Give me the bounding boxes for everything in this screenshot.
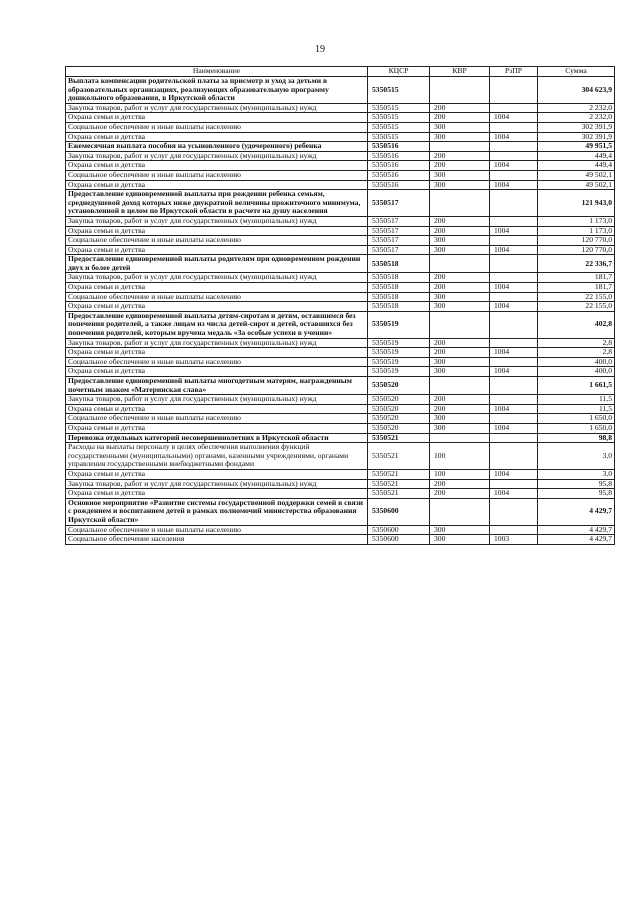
cell-kcsr: 5350516 — [368, 142, 430, 152]
cell-rzpr: 1004 — [490, 348, 538, 358]
cell-sum: 402,8 — [538, 311, 615, 338]
cell-name: Расходы на выплаты персоналу в целях обеспечения выполнения функций государственными (муниципальными) органами, казенными учреждениями, органами управления государственными внебюджетными фондами — [66, 443, 368, 470]
cell-kcsr: 5350515 — [368, 77, 430, 104]
cell-kcsr: 5350520 — [368, 395, 430, 405]
cell-sum: 49 502,1 — [538, 180, 615, 190]
cell-kcsr: 5350521 — [368, 443, 430, 470]
cell-sum: 22 155,0 — [538, 292, 615, 302]
cell-kcsr: 5350520 — [368, 404, 430, 414]
cell-kcsr: 5350521 — [368, 433, 430, 443]
cell-sum: 4 429,7 — [538, 525, 615, 535]
cell-sum: 400,0 — [538, 367, 615, 377]
cell-kvr: 300 — [430, 236, 490, 246]
cell-rzpr — [490, 395, 538, 405]
cell-rzpr: 1004 — [490, 423, 538, 433]
cell-name: Охрана семьи и детства — [66, 113, 368, 123]
cell-rzpr: 1004 — [490, 469, 538, 479]
cell-sum: 95,8 — [538, 489, 615, 499]
table-body — [66, 77, 615, 545]
cell-name: Социальное обеспечение и иные выплаты населению — [66, 292, 368, 302]
table-row — [66, 142, 615, 152]
table-row — [66, 414, 615, 424]
cell-kcsr: 5350520 — [368, 423, 430, 433]
cell-kcsr: 5350516 — [368, 170, 430, 180]
budget-table — [65, 66, 615, 545]
cell-kvr: 200 — [430, 395, 490, 405]
header-kvr: КВР — [430, 67, 490, 77]
cell-name: Основное мероприятие «Развитие системы государственной поддержки семей в связи с рождением и воспитанием детей в рамках полномочий министерства образования Иркутской области» — [66, 498, 368, 525]
cell-sum: 449,4 — [538, 161, 615, 171]
cell-name: Выплата компенсации родительской платы за присмотр и уход за детьми в образовательных организациях, реализующих образовательную программу дошкольного образования, в Иркутской области — [66, 77, 368, 104]
cell-kcsr: 5350515 — [368, 122, 430, 132]
cell-sum: 95,8 — [538, 479, 615, 489]
cell-name: Закупка товаров, работ и услуг для государственных (муниципальных) нужд — [66, 216, 368, 226]
cell-kcsr: 5350520 — [368, 377, 430, 395]
table-row — [66, 443, 615, 470]
cell-kvr: 300 — [430, 180, 490, 190]
cell-rzpr: 1004 — [490, 404, 538, 414]
table-row — [66, 170, 615, 180]
cell-kcsr: 5350515 — [368, 132, 430, 142]
cell-sum: 120 770,0 — [538, 236, 615, 246]
cell-sum: 11,5 — [538, 404, 615, 414]
table-row — [66, 236, 615, 246]
cell-sum: 1 650,0 — [538, 423, 615, 433]
table-row — [66, 469, 615, 479]
table-row — [66, 103, 615, 113]
cell-sum: 2,8 — [538, 338, 615, 348]
cell-kcsr: 5350518 — [368, 292, 430, 302]
cell-rzpr: 1004 — [490, 132, 538, 142]
cell-kvr: 200 — [430, 151, 490, 161]
cell-kcsr: 5350518 — [368, 283, 430, 293]
cell-rzpr — [490, 190, 538, 217]
cell-sum: 121 943,0 — [538, 190, 615, 217]
cell-rzpr — [490, 236, 538, 246]
cell-kvr: 300 — [430, 535, 490, 545]
cell-kvr: 300 — [430, 423, 490, 433]
cell-sum: 49 502,1 — [538, 170, 615, 180]
table-row — [66, 357, 615, 367]
cell-rzpr — [490, 338, 538, 348]
cell-sum: 11,5 — [538, 395, 615, 405]
cell-kvr: 300 — [430, 357, 490, 367]
cell-name: Охрана семьи и детства — [66, 489, 368, 499]
cell-sum: 98,8 — [538, 433, 615, 443]
cell-kvr: 100 — [430, 443, 490, 470]
cell-kcsr: 5350521 — [368, 469, 430, 479]
cell-name: Предоставление единовременной выплаты детям-сиротам и детям, оставшимся без попечения родителей, а также лицам из числа детей-сирот и детей, оставшихся без попечения родителей, которым вручена медаль «За особые успехи в учении» — [66, 311, 368, 338]
cell-rzpr — [490, 77, 538, 104]
table-row — [66, 423, 615, 433]
cell-kcsr: 5350600 — [368, 498, 430, 525]
cell-sum: 1 173,0 — [538, 216, 615, 226]
header-kcsr: КЦСР — [368, 67, 430, 77]
cell-kcsr: 5350519 — [368, 357, 430, 367]
cell-sum: 49 951,5 — [538, 142, 615, 152]
cell-rzpr: 1004 — [490, 113, 538, 123]
cell-kcsr: 5350516 — [368, 180, 430, 190]
cell-kvr: 300 — [430, 525, 490, 535]
cell-rzpr: 1004 — [490, 226, 538, 236]
cell-sum: 304 623,9 — [538, 77, 615, 104]
table-row — [66, 132, 615, 142]
table-row — [66, 113, 615, 123]
header-rzpr: РзПР — [490, 67, 538, 77]
cell-name: Предоставление единовременной выплаты при рождении ребенка семьям, среднедушевой доход которых ниже двукратной величины прожиточного минимума, установленной в целом по Иркутской области в расчете на душу населения — [66, 190, 368, 217]
cell-sum: 22 336,7 — [538, 255, 615, 273]
cell-kvr: 200 — [430, 273, 490, 283]
cell-name: Закупка товаров, работ и услуг для государственных (муниципальных) нужд — [66, 273, 368, 283]
cell-kvr: 200 — [430, 283, 490, 293]
cell-kvr: 300 — [430, 367, 490, 377]
cell-rzpr — [490, 377, 538, 395]
table-row — [66, 479, 615, 489]
cell-kcsr: 5350521 — [368, 489, 430, 499]
cell-kvr: 200 — [430, 216, 490, 226]
table-row — [66, 190, 615, 217]
cell-kvr: 300 — [430, 302, 490, 312]
cell-name: Охрана семьи и детства — [66, 367, 368, 377]
cell-sum: 120 770,0 — [538, 245, 615, 255]
cell-name: Охрана семьи и детства — [66, 283, 368, 293]
cell-kvr — [430, 142, 490, 152]
table-row — [66, 377, 615, 395]
cell-kcsr: 5350515 — [368, 113, 430, 123]
cell-name: Социальное обеспечение и иные выплаты населению — [66, 357, 368, 367]
cell-sum: 2 232,0 — [538, 113, 615, 123]
cell-rzpr — [490, 433, 538, 443]
cell-rzpr — [490, 216, 538, 226]
cell-kvr: 200 — [430, 404, 490, 414]
cell-kcsr: 5350519 — [368, 367, 430, 377]
cell-name: Социальное обеспечение и иные выплаты населению — [66, 414, 368, 424]
cell-rzpr — [490, 255, 538, 273]
cell-kcsr: 5350518 — [368, 255, 430, 273]
cell-rzpr — [490, 443, 538, 470]
cell-kvr — [430, 498, 490, 525]
cell-kcsr: 5350516 — [368, 161, 430, 171]
cell-kcsr: 5350517 — [368, 236, 430, 246]
table-row — [66, 489, 615, 499]
cell-kvr: 100 — [430, 469, 490, 479]
cell-kvr: 200 — [430, 161, 490, 171]
cell-kcsr: 5350519 — [368, 348, 430, 358]
table-row — [66, 180, 615, 190]
table-row — [66, 338, 615, 348]
cell-name: Социальное обеспечение и иные выплаты населению — [66, 525, 368, 535]
cell-sum: 302 391,9 — [538, 132, 615, 142]
cell-name: Закупка товаров, работ и услуг для государственных (муниципальных) нужд — [66, 103, 368, 113]
cell-sum: 4 429,7 — [538, 498, 615, 525]
cell-rzpr — [490, 498, 538, 525]
cell-kcsr: 5350519 — [368, 311, 430, 338]
cell-rzpr — [490, 122, 538, 132]
page-number: 19 — [315, 44, 325, 55]
cell-rzpr: 1004 — [490, 367, 538, 377]
cell-sum: 400,0 — [538, 357, 615, 367]
cell-kcsr: 5350517 — [368, 216, 430, 226]
table-row — [66, 245, 615, 255]
cell-kvr — [430, 377, 490, 395]
table-row — [66, 255, 615, 273]
cell-rzpr — [490, 414, 538, 424]
table-row — [66, 395, 615, 405]
cell-kvr: 300 — [430, 414, 490, 424]
cell-name: Социальное обеспечение и иные выплаты населению — [66, 236, 368, 246]
cell-rzpr — [490, 479, 538, 489]
table-row — [66, 151, 615, 161]
cell-kvr: 300 — [430, 170, 490, 180]
cell-rzpr: 1004 — [490, 283, 538, 293]
cell-name: Социальное обеспечение и иные выплаты населению — [66, 122, 368, 132]
cell-kvr: 200 — [430, 348, 490, 358]
cell-rzpr — [490, 357, 538, 367]
cell-name: Охрана семьи и детства — [66, 302, 368, 312]
cell-name: Закупка товаров, работ и услуг для государственных (муниципальных) нужд — [66, 151, 368, 161]
cell-rzpr — [490, 311, 538, 338]
cell-sum: 1 661,5 — [538, 377, 615, 395]
cell-kvr: 300 — [430, 292, 490, 302]
cell-kcsr: 5350600 — [368, 535, 430, 545]
cell-kvr — [430, 77, 490, 104]
cell-rzpr: 1004 — [490, 180, 538, 190]
table-row — [66, 122, 615, 132]
cell-rzpr: 1004 — [490, 161, 538, 171]
cell-kcsr: 5350517 — [368, 245, 430, 255]
table-header-row — [66, 67, 615, 77]
cell-rzpr: 1003 — [490, 535, 538, 545]
cell-sum: 302 391,9 — [538, 122, 615, 132]
cell-sum: 4 429,7 — [538, 535, 615, 545]
cell-sum: 22 155,0 — [538, 302, 615, 312]
table-row — [66, 216, 615, 226]
table-row — [66, 525, 615, 535]
cell-rzpr — [490, 170, 538, 180]
cell-kcsr: 5350517 — [368, 226, 430, 236]
table-row — [66, 367, 615, 377]
cell-sum: 181,7 — [538, 283, 615, 293]
cell-name: Закупка товаров, работ и услуг для государственных (муниципальных) нужд — [66, 338, 368, 348]
cell-name: Предоставление единовременной выплаты многодетным матерям, награжденным почетным знаком «Материнская слава» — [66, 377, 368, 395]
cell-sum: 181,7 — [538, 273, 615, 283]
cell-kcsr: 5350600 — [368, 525, 430, 535]
cell-kvr: 200 — [430, 479, 490, 489]
cell-kcsr: 5350515 — [368, 103, 430, 113]
cell-name: Охрана семьи и детства — [66, 423, 368, 433]
cell-kcsr: 5350516 — [368, 151, 430, 161]
cell-rzpr — [490, 151, 538, 161]
cell-kvr: 200 — [430, 338, 490, 348]
cell-name: Охрана семьи и детства — [66, 348, 368, 358]
cell-name: Охрана семьи и детства — [66, 132, 368, 142]
cell-name: Охрана семьи и детства — [66, 245, 368, 255]
cell-kvr: 300 — [430, 122, 490, 132]
cell-rzpr — [490, 525, 538, 535]
cell-sum: 2,8 — [538, 348, 615, 358]
cell-name: Предоставление единовременной выплаты родителям при одновременном рождении двух и более детей — [66, 255, 368, 273]
cell-rzpr — [490, 142, 538, 152]
cell-kvr: 200 — [430, 489, 490, 499]
cell-sum: 449,4 — [538, 151, 615, 161]
table-row — [66, 292, 615, 302]
cell-kcsr: 5350521 — [368, 479, 430, 489]
table-row — [66, 273, 615, 283]
table-row — [66, 283, 615, 293]
cell-kvr: 200 — [430, 226, 490, 236]
table-row — [66, 311, 615, 338]
table-row — [66, 302, 615, 312]
table-row — [66, 433, 615, 443]
cell-sum: 2 232,0 — [538, 103, 615, 113]
header-sum: Сумма — [538, 67, 615, 77]
cell-name: Социальное обеспечение и иные выплаты населению — [66, 170, 368, 180]
cell-rzpr — [490, 103, 538, 113]
cell-name: Охрана семьи и детства — [66, 404, 368, 414]
cell-kvr — [430, 311, 490, 338]
cell-kcsr: 5350518 — [368, 273, 430, 283]
cell-kvr: 200 — [430, 103, 490, 113]
table-row — [66, 226, 615, 236]
cell-name: Охрана семьи и детства — [66, 226, 368, 236]
cell-kvr: 300 — [430, 132, 490, 142]
cell-rzpr: 1004 — [490, 302, 538, 312]
cell-kcsr: 5350518 — [368, 302, 430, 312]
cell-rzpr: 1004 — [490, 489, 538, 499]
cell-name: Закупка товаров, работ и услуг для государственных (муниципальных) нужд — [66, 479, 368, 489]
cell-name: Охрана семьи и детства — [66, 469, 368, 479]
cell-rzpr: 1004 — [490, 245, 538, 255]
cell-kvr — [430, 190, 490, 217]
table-row — [66, 404, 615, 414]
cell-name: Охрана семьи и детства — [66, 180, 368, 190]
cell-sum: 1 173,0 — [538, 226, 615, 236]
cell-kvr: 200 — [430, 113, 490, 123]
cell-name: Социальное обеспечение населения — [66, 535, 368, 545]
cell-kvr — [430, 433, 490, 443]
table-row — [66, 348, 615, 358]
cell-sum: 3,0 — [538, 469, 615, 479]
cell-rzpr — [490, 292, 538, 302]
table-row — [66, 498, 615, 525]
table-row — [66, 535, 615, 545]
cell-kvr — [430, 255, 490, 273]
cell-kcsr: 5350517 — [368, 190, 430, 217]
table-row — [66, 161, 615, 171]
cell-kcsr: 5350519 — [368, 338, 430, 348]
cell-sum: 1 650,0 — [538, 414, 615, 424]
cell-name: Охрана семьи и детства — [66, 161, 368, 171]
cell-name: Закупка товаров, работ и услуг для государственных (муниципальных) нужд — [66, 395, 368, 405]
cell-kvr: 300 — [430, 245, 490, 255]
table-row — [66, 77, 615, 104]
cell-sum: 3,0 — [538, 443, 615, 470]
cell-kcsr: 5350520 — [368, 414, 430, 424]
cell-rzpr — [490, 273, 538, 283]
header-name: Наименование — [66, 67, 368, 77]
cell-name: Ежемесячная выплата пособия на усыновленного (удочеренного) ребенка — [66, 142, 368, 152]
cell-name: Перевозка отдельных категорий несовершеннолетних в Иркутской области — [66, 433, 368, 443]
